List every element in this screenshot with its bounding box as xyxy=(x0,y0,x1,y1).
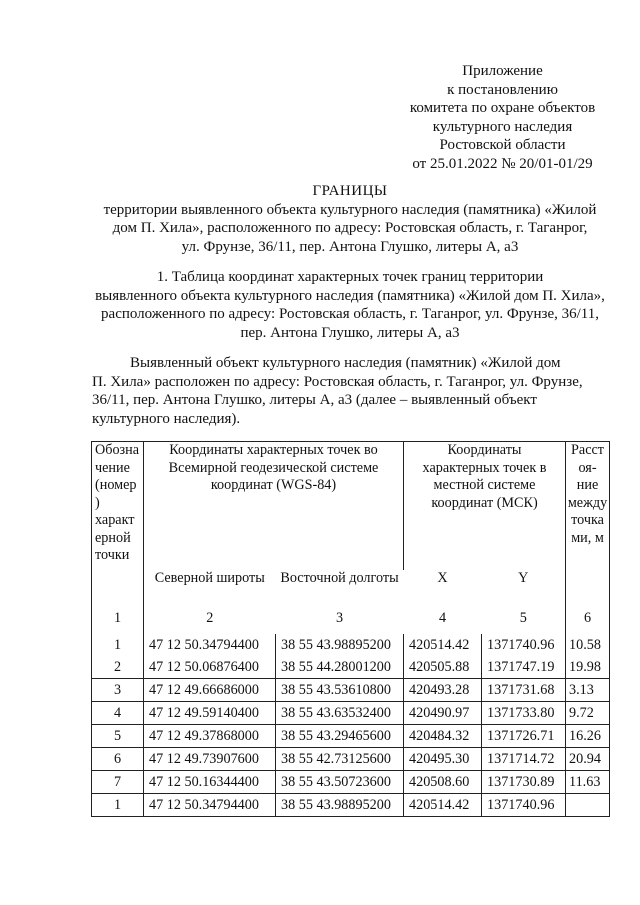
paragraph-line: 36/11, пер. Антона Глушко, литеры А, а3 (далее – выявленный объект xyxy=(92,392,537,409)
appendix-line: культурного наследия xyxy=(432,118,573,135)
table-title-line: 1. Таблица координат характерных точек границ территории xyxy=(156,269,544,285)
column-number: 2 xyxy=(144,610,276,634)
y-cell: 1371740.96 xyxy=(482,634,566,656)
header-wgs-cell: Координаты характерных точек во Всемирной геодезической системе координат (WGS-84) xyxy=(144,442,404,571)
table-title-line: расположенного по адресу: Ростовская область, г. Таганрог, ул. Фрунзе, 36/11, xyxy=(101,306,599,323)
east-cell: 38 55 44.28001200 xyxy=(276,656,404,679)
appendix-block xyxy=(390,62,615,174)
y-cell: 1371731.68 xyxy=(482,679,566,702)
table-subheader-row xyxy=(92,570,610,610)
north-cell: 47 12 50.34794400 xyxy=(144,794,276,817)
table-row xyxy=(92,656,610,679)
y-cell: 1371726.71 xyxy=(482,725,566,748)
heading-line: ул. Фрунзе, 36/11, пер. Антона Глушко, литеры А, а3 xyxy=(181,238,519,255)
table-title-line: пер. Антона Глушко, литеры А, а3 xyxy=(240,324,460,341)
header-point-cell: Обозна чение (номер ) характ ерной точки xyxy=(92,442,144,571)
east-cell: 38 55 43.98895200 xyxy=(276,634,404,656)
point-cell: 5 xyxy=(92,725,144,748)
x-cell: 420508.60 xyxy=(404,771,482,794)
paragraph-line: культурного наследия). xyxy=(92,410,241,427)
table-header-row xyxy=(92,442,610,571)
document-heading xyxy=(70,182,630,256)
subheader-x: X xyxy=(437,570,448,586)
distance-cell: 10.58 xyxy=(566,634,610,656)
distance-cell: 9.72 xyxy=(566,702,610,725)
paragraph-line: П. Хила» расположен по адресу: Ростовская область, г. Таганрог, ул. Фрунзе, xyxy=(92,373,583,390)
y-cell: 1371747.19 xyxy=(482,656,566,679)
table-row xyxy=(92,748,610,771)
paragraph-line: Выявленный объект культурного наследия (памятник) «Жилой дом xyxy=(130,355,561,371)
table-row xyxy=(92,725,610,748)
document-title: ГРАНИЦЫ xyxy=(312,183,388,199)
distance-cell: 11.63 xyxy=(566,771,610,794)
north-cell: 47 12 50.34794400 xyxy=(144,634,276,656)
column-number: 6 xyxy=(566,610,610,634)
east-cell: 38 55 42.73125600 xyxy=(276,748,404,771)
point-cell: 1 xyxy=(92,794,144,817)
table-row xyxy=(92,794,610,817)
north-cell: 47 12 49.66686000 xyxy=(144,679,276,702)
y-cell: 1371740.96 xyxy=(482,794,566,817)
north-cell: 47 12 49.59140400 xyxy=(144,702,276,725)
y-cell: 1371730.89 xyxy=(482,771,566,794)
column-number: 3 xyxy=(335,610,344,626)
point-cell: 7 xyxy=(92,771,144,794)
table-row xyxy=(92,679,610,702)
y-cell: 1371714.72 xyxy=(482,748,566,771)
coordinates-table xyxy=(91,441,610,817)
distance-cell: 19.98 xyxy=(566,656,610,679)
appendix-line: Ростовской области xyxy=(439,137,566,154)
appendix-line: к постановлению xyxy=(447,81,558,98)
appendix-date-line: от 25.01.2022 № 20/01-01/29 xyxy=(412,155,593,172)
east-cell: 38 55 43.50723600 xyxy=(276,771,404,794)
x-cell: 420484.32 xyxy=(404,725,482,748)
subheader-north: Северной широты xyxy=(144,570,276,610)
column-number: 1 xyxy=(92,610,144,634)
column-number: 4 xyxy=(438,610,447,626)
y-cell: 1371733.80 xyxy=(482,702,566,725)
description-paragraph xyxy=(92,354,607,428)
east-cell: 38 55 43.98895200 xyxy=(276,794,404,817)
x-cell: 420514.42 xyxy=(404,634,482,656)
east-cell: 38 55 43.29465600 xyxy=(276,725,404,748)
x-cell: 420493.28 xyxy=(404,679,482,702)
table-row xyxy=(92,634,610,656)
distance-cell xyxy=(566,794,610,817)
east-cell: 38 55 43.63532400 xyxy=(276,702,404,725)
x-cell: 420505.88 xyxy=(404,656,482,679)
appendix-line: Приложение xyxy=(462,63,543,79)
point-cell: 1 xyxy=(92,634,144,656)
x-cell: 420495.30 xyxy=(404,748,482,771)
north-cell: 47 12 49.73907600 xyxy=(144,748,276,771)
point-cell: 6 xyxy=(92,748,144,771)
subheader-y: Y xyxy=(482,570,566,610)
subheader-empty-cell xyxy=(92,570,144,610)
header-msk-cell: Координаты характерных точек в местной системе координат (МСК) xyxy=(404,442,566,571)
subheader-east: Восточной долготы xyxy=(280,570,399,586)
north-cell: 47 12 50.16344400 xyxy=(144,771,276,794)
distance-cell: 16.26 xyxy=(566,725,610,748)
x-cell: 420514.42 xyxy=(404,794,482,817)
column-number: 5 xyxy=(482,610,566,634)
distance-cell: 3.13 xyxy=(566,679,610,702)
table-title-line: выявленного объекта культурного наследия (памятника) «Жилой дом П. Хила», xyxy=(95,287,605,304)
north-cell: 47 12 49.37868000 xyxy=(144,725,276,748)
column-number-row xyxy=(92,610,610,634)
distance-cell: 20.94 xyxy=(566,748,610,771)
heading-line: дом П. Хила», расположенного по адресу: Ростовская область, г. Таганрог, xyxy=(112,220,588,237)
table-row xyxy=(92,771,610,794)
north-cell: 47 12 50.06876400 xyxy=(144,656,276,679)
heading-line: территории выявленного объекта культурного наследия (памятника) «Жилой xyxy=(103,201,597,218)
table-row xyxy=(92,702,610,725)
appendix-line: комитета по охране объектов xyxy=(409,100,596,117)
x-cell: 420490.97 xyxy=(404,702,482,725)
table-title xyxy=(70,268,630,342)
subheader-empty-cell xyxy=(566,570,610,610)
east-cell: 38 55 43.53610800 xyxy=(276,679,404,702)
point-cell: 3 xyxy=(92,679,144,702)
point-cell: 4 xyxy=(92,702,144,725)
header-distance-cell: Расст оя- ние между точка ми, м xyxy=(566,442,610,571)
point-cell: 2 xyxy=(92,656,144,679)
